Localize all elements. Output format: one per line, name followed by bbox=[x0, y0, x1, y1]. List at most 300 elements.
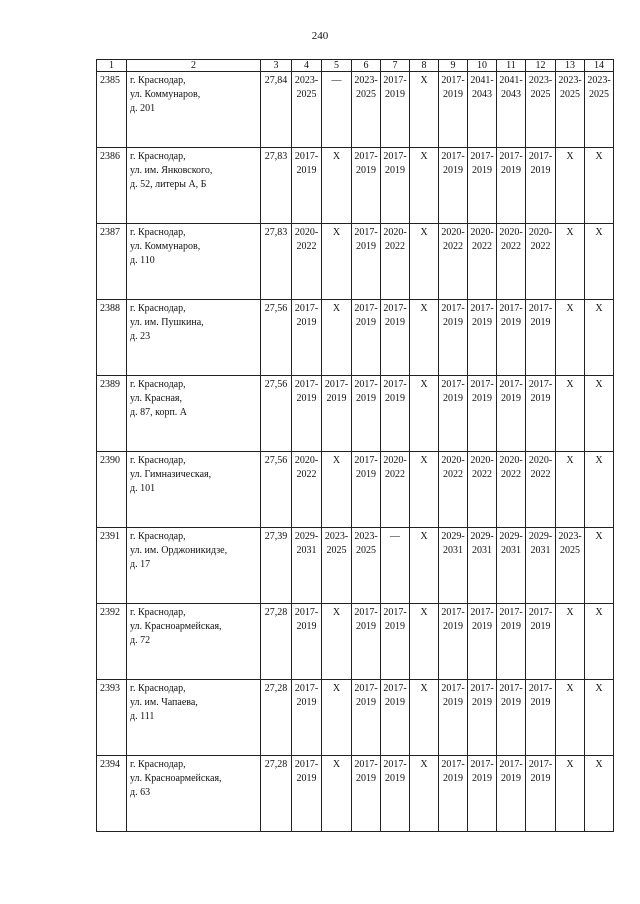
period-line: 2023- bbox=[324, 531, 349, 542]
period-line: 2019 bbox=[296, 697, 317, 708]
period-cell bbox=[439, 376, 468, 452]
address-line: г. Краснодар, bbox=[130, 607, 186, 618]
period-line: X bbox=[420, 303, 428, 314]
period-cell bbox=[526, 300, 556, 376]
address-line: д. 101 bbox=[130, 483, 156, 494]
row-number-cell: 2389 bbox=[97, 376, 127, 452]
period-line: 2025 bbox=[356, 545, 376, 556]
period-cell bbox=[526, 756, 556, 832]
period-line: 2023- bbox=[528, 75, 553, 86]
period-line: 2020- bbox=[499, 227, 523, 238]
period-line: 2023- bbox=[558, 75, 582, 86]
period-line: 2017- bbox=[354, 607, 378, 618]
address-cell bbox=[127, 528, 261, 604]
period-cell bbox=[292, 756, 322, 832]
period-line: X bbox=[595, 683, 603, 694]
period-line: 2019 bbox=[356, 317, 376, 328]
period-line: 2017- bbox=[383, 379, 407, 390]
period-line: 2017- bbox=[499, 303, 523, 314]
period-cell bbox=[292, 604, 322, 680]
period-line: 2017- bbox=[528, 151, 553, 162]
period-line: 2022 bbox=[443, 241, 463, 252]
column-header: 1 bbox=[97, 60, 127, 72]
period-line: 2017- bbox=[354, 227, 378, 238]
period-cell bbox=[526, 680, 556, 756]
address-cell bbox=[127, 148, 261, 224]
period-line: 2025 bbox=[326, 545, 347, 556]
period-cell bbox=[497, 680, 526, 756]
period-cell bbox=[468, 376, 497, 452]
period-line: 2029- bbox=[294, 531, 319, 542]
address-line: г. Краснодар, bbox=[130, 379, 186, 390]
period-line: 2020- bbox=[441, 455, 465, 466]
period-cell bbox=[585, 680, 614, 756]
table-body bbox=[97, 72, 614, 832]
row-number-cell: 2392 bbox=[97, 604, 127, 680]
period-cell bbox=[292, 148, 322, 224]
address-line: ул. Коммунаров, bbox=[130, 241, 201, 252]
period-cell bbox=[352, 224, 381, 300]
period-cell bbox=[292, 224, 322, 300]
address-cell bbox=[127, 72, 261, 148]
table-row bbox=[97, 224, 614, 300]
period-line: 2019 bbox=[530, 621, 551, 632]
address-line: ул. им. Орджоникидзе, bbox=[130, 545, 228, 556]
period-line: 2017- bbox=[441, 75, 465, 86]
area-cell: 27,28 bbox=[261, 680, 292, 756]
period-cell bbox=[352, 452, 381, 528]
period-line: X bbox=[566, 759, 574, 770]
column-header: 7 bbox=[381, 60, 410, 72]
period-line: X bbox=[332, 227, 341, 238]
period-cell bbox=[526, 604, 556, 680]
period-line: X bbox=[420, 759, 428, 770]
period-line: X bbox=[420, 227, 428, 238]
period-cell bbox=[585, 756, 614, 832]
period-line: 2025 bbox=[530, 89, 551, 100]
period-cell bbox=[352, 604, 381, 680]
period-cell bbox=[410, 528, 439, 604]
period-line: X bbox=[420, 455, 428, 466]
period-line: 2019 bbox=[501, 317, 521, 328]
period-line: X bbox=[332, 303, 341, 314]
period-line: 2029- bbox=[499, 531, 523, 542]
address-cell bbox=[127, 224, 261, 300]
period-line: 2019 bbox=[443, 317, 463, 328]
period-line: 2019 bbox=[501, 621, 521, 632]
period-line: X bbox=[332, 759, 341, 770]
row-number-cell: 2394 bbox=[97, 756, 127, 832]
period-cell bbox=[497, 756, 526, 832]
period-cell bbox=[410, 680, 439, 756]
period-line: 2017- bbox=[354, 455, 378, 466]
period-cell bbox=[497, 148, 526, 224]
period-line: 2017- bbox=[528, 759, 553, 770]
table-row bbox=[97, 604, 614, 680]
period-line: 2019 bbox=[356, 697, 376, 708]
period-line: X bbox=[332, 151, 341, 162]
period-cell bbox=[381, 452, 410, 528]
period-cell bbox=[556, 224, 585, 300]
period-line: 2043 bbox=[472, 89, 492, 100]
period-cell bbox=[439, 148, 468, 224]
period-line: 2017- bbox=[383, 303, 407, 314]
period-line: 2029- bbox=[528, 531, 553, 542]
period-line: 2031 bbox=[443, 545, 463, 556]
period-line: 2020- bbox=[528, 227, 553, 238]
period-line: X bbox=[566, 151, 574, 162]
header-row bbox=[97, 60, 614, 72]
period-line: 2025 bbox=[589, 89, 609, 100]
period-cell bbox=[468, 528, 497, 604]
period-line: 2017- bbox=[470, 683, 494, 694]
period-line: 2017- bbox=[528, 607, 553, 618]
period-line: 2017- bbox=[528, 379, 553, 390]
period-cell bbox=[292, 680, 322, 756]
period-line: 2017- bbox=[294, 379, 319, 390]
column-header: 8 bbox=[410, 60, 439, 72]
period-line: 2019 bbox=[530, 317, 551, 328]
period-line: 2017- bbox=[294, 607, 319, 618]
period-line: 2020- bbox=[441, 227, 465, 238]
table-row bbox=[97, 452, 614, 528]
period-cell bbox=[556, 452, 585, 528]
period-cell bbox=[439, 604, 468, 680]
period-cell bbox=[292, 72, 322, 148]
period-cell bbox=[468, 72, 497, 148]
address-line: г. Краснодар, bbox=[130, 75, 186, 86]
column-header: 6 bbox=[352, 60, 381, 72]
period-cell bbox=[352, 680, 381, 756]
period-line: 2031 bbox=[296, 545, 317, 556]
period-line: 2041- bbox=[499, 75, 523, 86]
period-line: X bbox=[595, 379, 603, 390]
period-line: X bbox=[420, 607, 428, 618]
period-cell bbox=[410, 148, 439, 224]
period-line: 2019 bbox=[385, 393, 405, 404]
period-line: 2041- bbox=[470, 75, 494, 86]
period-line: 2022 bbox=[472, 469, 492, 480]
address-line: г. Краснодар, bbox=[130, 683, 186, 694]
period-line: 2017- bbox=[354, 151, 378, 162]
address-cell bbox=[127, 680, 261, 756]
period-line: X bbox=[332, 683, 341, 694]
period-line: X bbox=[420, 379, 428, 390]
period-line: X bbox=[595, 151, 603, 162]
period-line: X bbox=[332, 607, 341, 618]
period-line: 2019 bbox=[296, 621, 317, 632]
period-cell bbox=[468, 452, 497, 528]
period-cell bbox=[410, 300, 439, 376]
period-line: 2023- bbox=[558, 531, 582, 542]
address-line: д. 17 bbox=[130, 559, 151, 570]
table-row bbox=[97, 680, 614, 756]
address-line: д. 87, корп. А bbox=[130, 407, 188, 418]
period-line: 2017- bbox=[470, 303, 494, 314]
period-cell bbox=[585, 528, 614, 604]
period-cell bbox=[497, 224, 526, 300]
period-line: 2019 bbox=[443, 697, 463, 708]
period-cell bbox=[556, 604, 585, 680]
area-cell: 27,39 bbox=[261, 528, 292, 604]
address-line: д. 110 bbox=[130, 255, 155, 266]
period-line: X bbox=[566, 379, 574, 390]
period-cell bbox=[439, 528, 468, 604]
period-line: 2019 bbox=[472, 317, 492, 328]
period-line: 2017- bbox=[499, 683, 523, 694]
row-number-cell: 2388 bbox=[97, 300, 127, 376]
period-line: 2019 bbox=[472, 393, 492, 404]
period-line: X bbox=[420, 151, 428, 162]
period-line: 2017- bbox=[499, 379, 523, 390]
period-line: X bbox=[420, 75, 428, 86]
period-cell bbox=[322, 224, 352, 300]
period-line: 2025 bbox=[560, 89, 580, 100]
period-line: 2019 bbox=[472, 773, 492, 784]
address-line: ул. им. Чапаева, bbox=[130, 697, 198, 708]
period-line: 2019 bbox=[443, 165, 463, 176]
period-line: 2022 bbox=[296, 469, 317, 480]
period-line: 2019 bbox=[385, 317, 405, 328]
row-number-cell: 2387 bbox=[97, 224, 127, 300]
period-cell bbox=[556, 528, 585, 604]
period-cell bbox=[526, 72, 556, 148]
period-cell bbox=[410, 452, 439, 528]
area-cell: 27,28 bbox=[261, 756, 292, 832]
period-line: 2017- bbox=[528, 303, 553, 314]
period-cell bbox=[468, 604, 497, 680]
period-line: 2022 bbox=[530, 469, 551, 480]
period-line: 2020- bbox=[294, 455, 319, 466]
period-line: 2017- bbox=[499, 607, 523, 618]
period-line: 2019 bbox=[356, 393, 376, 404]
period-line: 2031 bbox=[530, 545, 551, 556]
period-cell bbox=[526, 148, 556, 224]
period-cell bbox=[322, 604, 352, 680]
period-line: 2017- bbox=[528, 683, 553, 694]
address-line: ул. Красноармейская, bbox=[130, 773, 222, 784]
address-line: д. 23 bbox=[130, 331, 151, 342]
period-cell bbox=[556, 680, 585, 756]
column-header: 4 bbox=[292, 60, 322, 72]
address-cell bbox=[127, 756, 261, 832]
period-line: 2019 bbox=[356, 165, 376, 176]
period-line: 2019 bbox=[530, 165, 551, 176]
period-cell bbox=[439, 224, 468, 300]
period-line: 2019 bbox=[356, 621, 376, 632]
period-line: 2017- bbox=[470, 759, 494, 770]
period-cell bbox=[556, 300, 585, 376]
period-line: 2017- bbox=[354, 303, 378, 314]
row-number-cell: 2390 bbox=[97, 452, 127, 528]
period-line: 2017- bbox=[294, 683, 319, 694]
period-cell bbox=[497, 528, 526, 604]
period-line: 2017- bbox=[383, 151, 407, 162]
period-line: 2019 bbox=[443, 393, 463, 404]
address-line: д. 63 bbox=[130, 787, 151, 798]
period-cell bbox=[585, 376, 614, 452]
period-line: 2023- bbox=[354, 75, 378, 86]
period-line: 2022 bbox=[296, 241, 317, 252]
period-cell bbox=[322, 72, 352, 148]
column-header: 14 bbox=[585, 60, 614, 72]
column-header: 10 bbox=[468, 60, 497, 72]
period-line: X bbox=[566, 227, 574, 238]
period-cell bbox=[292, 376, 322, 452]
period-cell bbox=[468, 224, 497, 300]
period-line: 2019 bbox=[501, 773, 521, 784]
period-cell bbox=[468, 300, 497, 376]
table-row bbox=[97, 300, 614, 376]
address-line: д. 72 bbox=[130, 635, 151, 646]
period-line: X bbox=[595, 227, 603, 238]
area-cell: 27,83 bbox=[261, 224, 292, 300]
period-cell bbox=[468, 680, 497, 756]
period-line: X bbox=[420, 683, 428, 694]
period-cell bbox=[410, 224, 439, 300]
period-cell bbox=[352, 756, 381, 832]
column-header: 2 bbox=[127, 60, 261, 72]
address-line: д. 201 bbox=[130, 103, 156, 114]
period-line: 2019 bbox=[385, 165, 405, 176]
period-cell bbox=[381, 72, 410, 148]
period-cell bbox=[439, 72, 468, 148]
period-line: 2043 bbox=[501, 89, 521, 100]
period-line: 2019 bbox=[326, 393, 347, 404]
period-line: 2019 bbox=[385, 697, 405, 708]
address-line: г. Краснодар, bbox=[130, 531, 186, 542]
period-cell bbox=[585, 148, 614, 224]
period-cell bbox=[322, 680, 352, 756]
period-line: 2019 bbox=[530, 697, 551, 708]
period-cell bbox=[381, 680, 410, 756]
address-cell bbox=[127, 376, 261, 452]
period-cell bbox=[556, 72, 585, 148]
area-cell: 27,56 bbox=[261, 376, 292, 452]
period-line: 2017- bbox=[470, 151, 494, 162]
period-cell bbox=[322, 528, 352, 604]
address-line: г. Краснодар, bbox=[130, 227, 186, 238]
period-line: 2017- bbox=[441, 683, 465, 694]
period-line: 2025 bbox=[560, 545, 580, 556]
period-cell bbox=[352, 528, 381, 604]
column-header: 11 bbox=[497, 60, 526, 72]
period-line: 2023- bbox=[294, 75, 319, 86]
period-cell bbox=[322, 756, 352, 832]
period-line: X bbox=[595, 455, 603, 466]
period-line: X bbox=[566, 607, 574, 618]
period-line: 2017- bbox=[441, 303, 465, 314]
period-line: 2017- bbox=[441, 379, 465, 390]
period-cell bbox=[381, 756, 410, 832]
period-line: 2019 bbox=[501, 393, 521, 404]
period-line: 2017- bbox=[354, 379, 378, 390]
address-line: ул. Красная, bbox=[130, 393, 182, 404]
period-cell bbox=[410, 376, 439, 452]
period-line: 2019 bbox=[472, 165, 492, 176]
period-line: 2019 bbox=[385, 773, 405, 784]
period-line: 2019 bbox=[472, 697, 492, 708]
period-cell bbox=[381, 148, 410, 224]
period-cell bbox=[556, 376, 585, 452]
period-cell bbox=[585, 224, 614, 300]
period-line: 2019 bbox=[385, 89, 405, 100]
period-cell bbox=[322, 376, 352, 452]
period-line: 2019 bbox=[356, 773, 376, 784]
row-number-cell: 2393 bbox=[97, 680, 127, 756]
address-line: г. Краснодар, bbox=[130, 455, 186, 466]
period-line: X bbox=[595, 531, 603, 542]
period-cell bbox=[292, 452, 322, 528]
period-line: — bbox=[390, 531, 400, 542]
period-line: 2017- bbox=[470, 379, 494, 390]
period-cell bbox=[381, 224, 410, 300]
period-line: 2020- bbox=[528, 455, 553, 466]
period-line: 2022 bbox=[472, 241, 492, 252]
period-cell bbox=[439, 756, 468, 832]
period-line: 2020- bbox=[470, 455, 494, 466]
period-cell bbox=[292, 528, 322, 604]
address-cell bbox=[127, 300, 261, 376]
period-line: 2029- bbox=[441, 531, 465, 542]
row-number-cell: 2385 bbox=[97, 72, 127, 148]
period-line: 2019 bbox=[472, 621, 492, 632]
row-number-cell: 2391 bbox=[97, 528, 127, 604]
area-cell: 27,28 bbox=[261, 604, 292, 680]
address-line: г. Краснодар, bbox=[130, 151, 186, 162]
period-cell bbox=[585, 604, 614, 680]
period-line: 2019 bbox=[296, 773, 317, 784]
column-header: 13 bbox=[556, 60, 585, 72]
period-line: X bbox=[332, 455, 341, 466]
address-line: ул. Коммунаров, bbox=[130, 89, 201, 100]
period-line: 2020- bbox=[383, 227, 407, 238]
period-line: 2017- bbox=[441, 151, 465, 162]
page-number: 240 bbox=[311, 30, 329, 42]
period-line: 2025 bbox=[356, 89, 376, 100]
table-row bbox=[97, 148, 614, 224]
period-line: 2019 bbox=[530, 393, 551, 404]
period-line: X bbox=[566, 683, 574, 694]
period-line: 2019 bbox=[443, 621, 463, 632]
period-line: 2022 bbox=[501, 469, 521, 480]
address-line: д. 111 bbox=[130, 711, 155, 722]
period-cell bbox=[410, 756, 439, 832]
period-line: 2022 bbox=[501, 241, 521, 252]
period-cell bbox=[352, 300, 381, 376]
period-line: 2022 bbox=[530, 241, 551, 252]
period-line: 2017- bbox=[441, 607, 465, 618]
address-line: ул. им. Янковского, bbox=[130, 165, 213, 176]
period-cell bbox=[439, 680, 468, 756]
column-header: 9 bbox=[439, 60, 468, 72]
period-cell bbox=[497, 300, 526, 376]
period-cell bbox=[497, 72, 526, 148]
period-line: 2020- bbox=[294, 227, 319, 238]
period-cell bbox=[497, 452, 526, 528]
period-line: 2020- bbox=[499, 455, 523, 466]
period-line: X bbox=[566, 303, 574, 314]
address-cell bbox=[127, 452, 261, 528]
area-cell: 27,56 bbox=[261, 300, 292, 376]
period-line: 2017- bbox=[354, 759, 378, 770]
period-line: 2031 bbox=[472, 545, 492, 556]
period-line: 2019 bbox=[296, 317, 317, 328]
period-line: 2017- bbox=[324, 379, 349, 390]
period-line: X bbox=[595, 607, 603, 618]
period-line: 2017- bbox=[383, 607, 407, 618]
period-cell bbox=[556, 148, 585, 224]
